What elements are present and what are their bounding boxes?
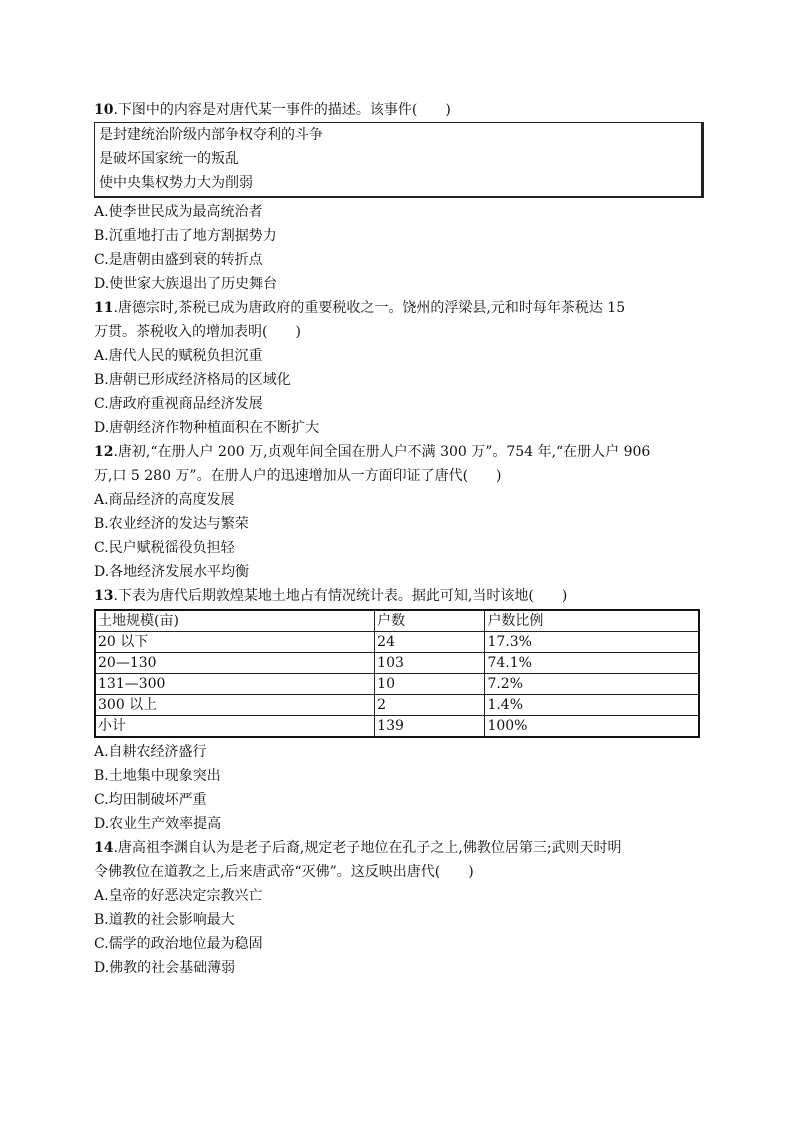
q12-stem-text-1: .唐初,“在册人户 200 万,贞观年间全国在册人户不满 300 万”。754 年,“在册人户 906 — [113, 444, 651, 460]
q11-number: 11 — [94, 300, 114, 316]
q10-box-line-1: 是封建统治阶级内部争权夺利的斗争 — [99, 127, 323, 143]
q13-option-c[interactable]: C.均田制破坏严重 — [94, 792, 207, 808]
table-cell: 1.4% — [485, 695, 699, 716]
table-cell: 103 — [375, 653, 485, 674]
q12-stem-line-1 — [94, 442, 650, 462]
q14-option-a[interactable]: A.皇帝的好恶决定宗教兴亡 — [94, 888, 263, 904]
q10-number: 10 — [94, 102, 114, 118]
table-cell: 10 — [375, 674, 485, 695]
table-cell: 2 — [375, 695, 485, 716]
q14-stem-line-1 — [94, 838, 622, 858]
table-row — [95, 632, 699, 653]
q12-option-d[interactable]: D.各地经济发展水平均衡 — [94, 564, 250, 580]
q13-option-a[interactable]: A.自耕农经济盛行 — [94, 744, 207, 760]
q10-option-d[interactable]: D.使世家大族退出了历史舞台 — [94, 276, 278, 292]
q12-number: 12 — [94, 444, 114, 460]
q11-option-a[interactable]: A.唐代人民的赋税负担沉重 — [94, 348, 263, 364]
q13-option-b[interactable]: B.土地集中现象突出 — [94, 768, 221, 784]
q10-stem-text: .下图中的内容是对唐代某一事件的描述。该事件( ) — [113, 102, 451, 118]
q10-box-line-2: 是破坏国家统一的叛乱 — [99, 151, 239, 167]
table-cell: 20—130 — [95, 653, 375, 674]
table-row — [95, 695, 699, 716]
table-cell: 74.1% — [485, 653, 699, 674]
q13-number: 13 — [94, 588, 114, 604]
q10-stem — [94, 100, 451, 120]
q10-description-box — [94, 122, 704, 198]
q11-option-d[interactable]: D.唐朝经济作物种植面积在不断扩大 — [94, 420, 320, 436]
table-row — [95, 653, 699, 674]
q14-option-c[interactable]: C.儒学的政治地位最为稳固 — [94, 936, 263, 952]
table-cell: 139 — [375, 716, 485, 738]
table-cell: 131—300 — [95, 674, 375, 695]
table-cell: 24 — [375, 632, 485, 653]
table-header-cell: 户数比例 — [485, 610, 699, 632]
q14-number: 14 — [94, 840, 114, 856]
table-cell: 300 以上 — [95, 695, 375, 716]
table-header-cell: 土地规模(亩) — [95, 610, 375, 632]
land-statistics-table — [94, 609, 700, 738]
q11-stem-line-2: 万贯。茶税收入的增加表明( ) — [94, 324, 301, 340]
q14-option-d[interactable]: D.佛教的社会基础薄弱 — [94, 960, 236, 976]
q12-option-b[interactable]: B.农业经济的发达与繁荣 — [94, 516, 249, 532]
q10-option-b[interactable]: B.沉重地打击了地方割据势力 — [94, 228, 277, 244]
q12-stem-line-2: 万,口 5 280 万”。在册人户的迅速增加从一方面印证了唐代( ) — [94, 468, 502, 484]
table-row — [95, 674, 699, 695]
table-cell: 7.2% — [485, 674, 699, 695]
q14-stem-text-1: .唐高祖李渊自认为是老子后裔,规定老子地位在孔子之上,佛教位居第三;武则天时明 — [113, 840, 622, 856]
table-cell: 17.3% — [485, 632, 699, 653]
q13-stem — [94, 586, 567, 606]
q14-option-b[interactable]: B.道教的社会影响最大 — [94, 912, 235, 928]
q12-option-c[interactable]: C.民户赋税徭役负担轻 — [94, 540, 235, 556]
table-cell: 100% — [485, 716, 699, 738]
table-cell: 小计 — [95, 716, 375, 738]
q11-option-b[interactable]: B.唐朝已形成经济格局的区域化 — [94, 372, 291, 388]
q13-stem-text: .下表为唐代后期敦煌某地土地占有情况统计表。据此可知,当时该地( ) — [113, 588, 568, 604]
q11-stem-line-1 — [94, 298, 625, 318]
table-cell: 20 以下 — [95, 632, 375, 653]
q13-option-d[interactable]: D.农业生产效率提高 — [94, 816, 222, 832]
q14-stem-line-2: 令佛教位在道教之上,后来唐武帝“灭佛”。这反映出唐代( ) — [94, 864, 474, 880]
q11-option-c[interactable]: C.唐政府重视商品经济发展 — [94, 396, 263, 412]
table-row-total — [95, 716, 699, 738]
q12-option-a[interactable]: A.商品经济的高度发展 — [94, 492, 235, 508]
table-header-cell: 户数 — [375, 610, 485, 632]
table-header-row — [95, 610, 699, 632]
q10-option-c[interactable]: C.是唐朝由盛到衰的转折点 — [94, 252, 263, 268]
q11-stem-text-1: .唐德宗时,茶税已成为唐政府的重要税收之一。饶州的浮梁县,元和时每年茶税达 15 — [113, 300, 626, 316]
q10-option-a[interactable]: A.使李世民成为最高统治者 — [94, 204, 263, 220]
q10-box-line-3: 使中央集权势力大为削弱 — [99, 175, 253, 191]
